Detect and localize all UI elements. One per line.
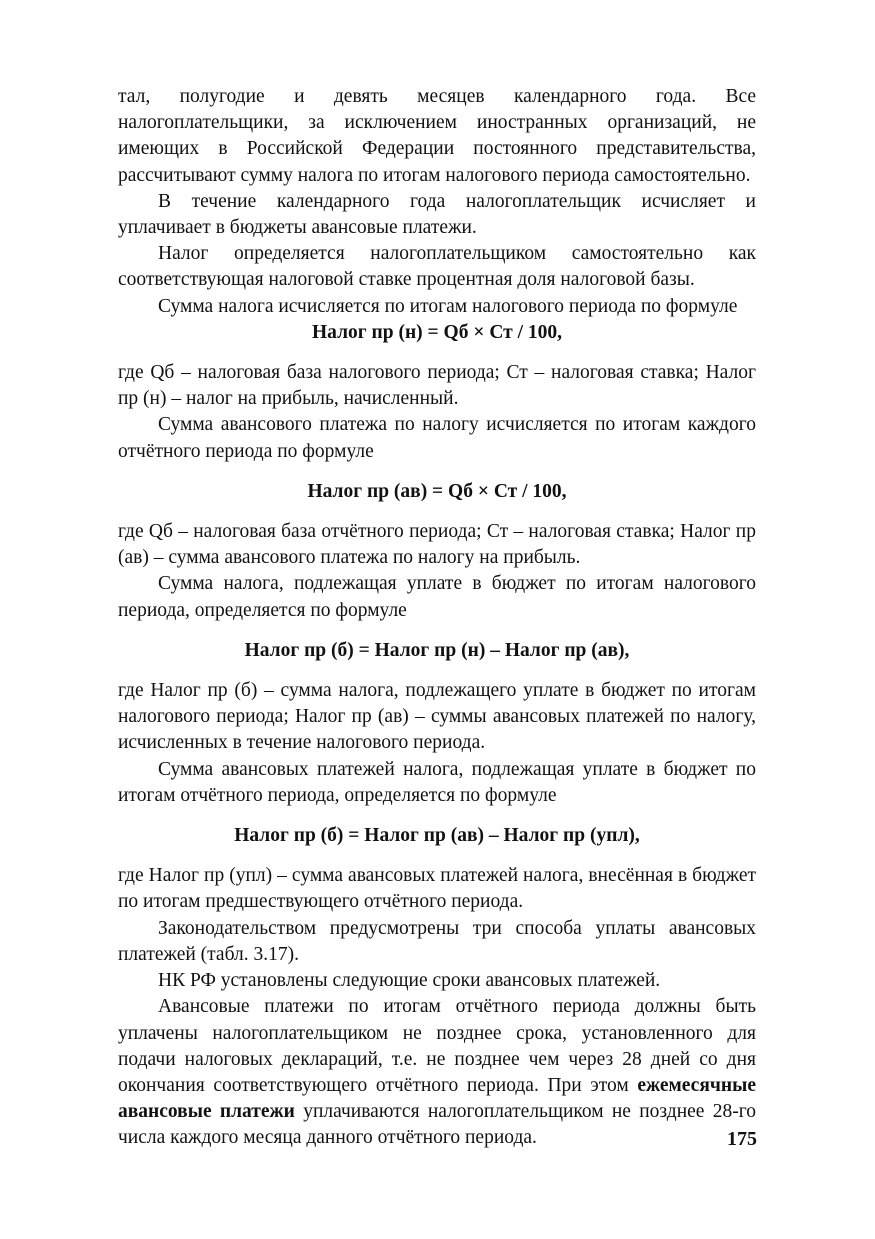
paragraph-10: Сумма авансовых платежей налога, подлежащая уплате в бюджет по итогам отчётного периода, определяется по формуле [118,758,756,806]
paragraph-7: где Qб – налоговая база отчётного периода; Ст – налоговая ставка; Налог пр (ав) – сумма авансового платежа по налогу на прибыль. [118,521,756,569]
page-number: 175 [727,1128,757,1150]
paragraph-4: Сумма налога исчисляется по итогам налогового периода по формуле [158,295,738,317]
paragraph-14-text-c: уплачиваются налогоплательщиком не позднее 28-го числа каждого месяца данного отчётного периода. [118,1101,756,1149]
paragraph-3: Налог определяется налогоплательщиком самостоятельно как соответствующая налоговой ставке процентная доля налоговой базы. [118,243,756,291]
body-text [118,84,756,1152]
paragraph-14-bold-term: ежемесячные авансовые платежи [118,1074,756,1123]
formula-budget-advance: Налог пр (б) = Налог пр (ав) – Налог пр (упл), [234,825,640,847]
formula-profit-tax: Налог пр (н) = Qб × Ст / 100, [311,321,563,343]
paragraph-2: В течение календарного года налогоплательщик исчисляет и уплачивает в бюджеты авансовые платежи. [118,190,756,239]
paragraph-13: НК РФ установлены следующие сроки авансовых платежей. [158,970,661,992]
paragraph-5: где Qб – налоговая база налогового периода; Ст – налоговая ставка; Налог пр (н) – налог на прибыль, начисленный. [118,362,756,410]
paragraph-6: Сумма авансового платежа по налогу исчисляется по итогам каждого отчётного периода по формуле [118,414,756,462]
formula-budget-payment: Налог пр (б) = Налог пр (н) – Налог пр (ав), [244,639,630,661]
paragraph-14 [118,994,756,1151]
formula-advance-payment: Налог пр (ав) = Qб × Ст / 100, [307,480,567,502]
paragraph-14-text-a: Авансовые платежи по итогам отчётного периода должны быть уплачены налогоплательщиком не позднее срока, установленного для подачи налоговых деклараций, т.е. не позднее чем через 28 дней со дня окончания соответствующего отчётного периода. При этом [118,996,756,1096]
paragraph-9: где Налог пр (б) – сумма налога, подлежащего уплате в бюджет по итогам налогового периода; Налог пр (ав) – суммы авансовых платежей по налогу, исчисленных в течение налогового периода. [118,680,756,754]
paragraph-11: где Налог пр (упл) – сумма авансовых платежей налога, внесённая в бюджет по итогам предшествующего отчётного периода. [118,865,756,913]
paragraph-1: тал, полугодие и девять месяцев календарного года. Все налогоплательщики, за исключением иностранных организаций, не имеющих в Российской Федерации постоянного представительства, рассчитывают сумму налога по итогам налогового периода самостоятельно. [118,86,756,186]
paragraph-8: Сумма налога, подлежащая уплате в бюджет по итогам налогового периода, определяется по формуле [118,573,756,621]
paragraph-12: Законодательством предусмотрены три способа уплаты авансовых платежей (табл. 3.17). [118,917,756,965]
